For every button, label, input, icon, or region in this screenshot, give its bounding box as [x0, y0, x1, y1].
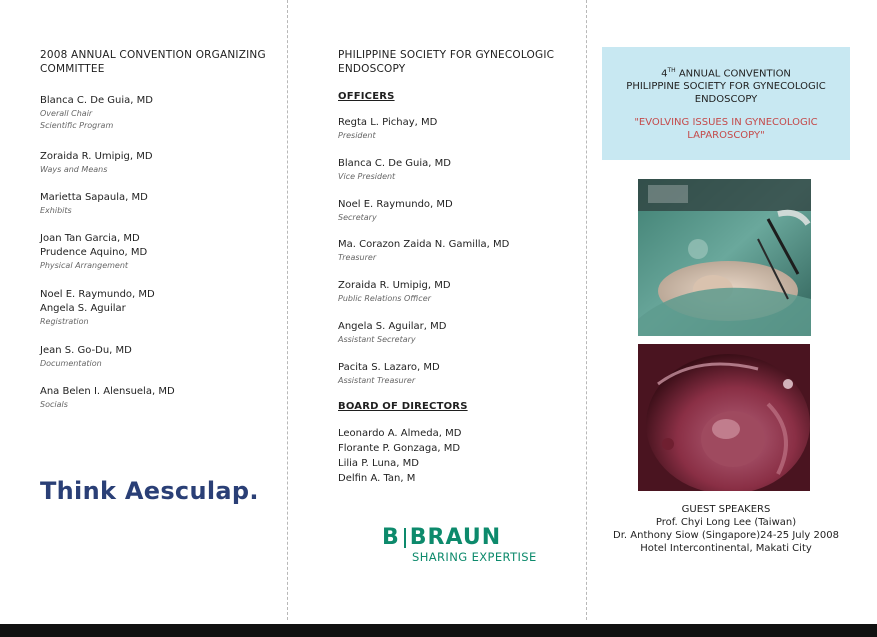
- board-title: BOARD OF DIRECTORS: [338, 401, 468, 412]
- venue: Hotel Intercontinental, Makati City: [640, 543, 812, 554]
- officer-name: Pacita S. Lazaro, MD: [338, 362, 440, 373]
- officer-role: President: [338, 131, 376, 140]
- board-member: Florante P. Gonzaga, MD: [338, 443, 461, 454]
- member-name: Joan Tan Garcia, MD: [40, 233, 140, 244]
- board-member: Leonardo A. Almeda, MD: [338, 428, 462, 439]
- member-role: Overall Chair: [40, 109, 93, 118]
- fold-line-right: [586, 0, 587, 620]
- committee-member: [40, 385, 175, 411]
- member-role: Registration: [40, 317, 89, 326]
- officer-entry: [338, 361, 440, 387]
- officer-entry: [338, 157, 451, 183]
- banner-line3: ENDOSCOPY: [694, 94, 758, 106]
- committee-member: [40, 344, 132, 370]
- member-name: Marietta Sapaula, MD: [40, 192, 148, 203]
- officer-name: Angela S. Aguilar, MD: [338, 321, 447, 332]
- officer-name: Regta L. Pichay, MD: [338, 117, 438, 128]
- officers-title: OFFICERS: [338, 91, 395, 102]
- committee-heading: [40, 48, 280, 76]
- officer-role: Assistant Treasurer: [338, 376, 416, 385]
- bbraun-tagline: SHARING EXPERTISE: [412, 550, 537, 564]
- officer-entry: [338, 238, 509, 264]
- officer-role: Secretary: [338, 213, 377, 222]
- officer-name: Noel E. Raymundo, MD: [338, 199, 453, 210]
- guest-speakers-title: GUEST SPEAKERS: [681, 504, 771, 515]
- member-role: Documentation: [40, 359, 102, 368]
- society-heading: [338, 48, 578, 76]
- member-name: Noel E. Raymundo, MD: [40, 289, 155, 300]
- member-name: Ana Belen I. Alensuela, MD: [40, 386, 175, 397]
- officer-name: Zoraida R. Umipig, MD: [338, 280, 451, 291]
- bbraun-bar: [404, 528, 406, 548]
- laparoscopy-photo: [638, 344, 810, 491]
- committee-member: [40, 232, 147, 272]
- officer-role: Treasurer: [338, 253, 377, 262]
- officer-entry: [338, 320, 446, 346]
- bbraun-logo: [382, 527, 537, 564]
- officer-role: Vice President: [338, 172, 396, 181]
- banner-line1: [602, 64, 850, 80]
- banner-sup: TH: [667, 67, 676, 74]
- convention-banner: [602, 47, 850, 160]
- banner-theme-line2: LAPAROSCOPY": [687, 130, 765, 142]
- committee-member: [40, 288, 155, 328]
- officer-role: Assistant Secretary: [338, 335, 416, 344]
- officer-entry: [338, 279, 451, 305]
- member-role: Ways and Means: [40, 165, 108, 174]
- member-name: Prudence Aquino, MD: [40, 247, 148, 258]
- society-heading-line1: PHILIPPINE SOCIETY FOR GYNECOLOGIC: [338, 49, 555, 61]
- officer-name: Ma. Corazon Zaida N. Gamilla, MD: [338, 239, 510, 250]
- member-role: Scientific Program: [40, 121, 114, 130]
- banner-line2: PHILIPPINE SOCIETY FOR GYNECOLOGIC: [626, 81, 826, 93]
- speaker-2: Dr. Anthony Siow (Singapore)24-25 July 2008: [613, 530, 839, 541]
- member-name: Angela S. Aguilar: [40, 303, 126, 314]
- member-name: Jean S. Go-Du, MD: [40, 345, 132, 356]
- board-list: [338, 426, 461, 486]
- officer-name: Blanca C. De Guia, MD: [338, 158, 451, 169]
- left-panel: [40, 48, 280, 409]
- speaker-1: Prof. Chyi Long Lee (Taiwan): [655, 517, 797, 528]
- committee-member: [40, 94, 153, 132]
- scan-edge-strip: [0, 624, 877, 637]
- banner-line1-rest: ANNUAL CONVENTION: [675, 68, 791, 80]
- committee-member: [40, 150, 153, 176]
- board-member: Lilia P. Luna, MD: [338, 458, 419, 469]
- member-name: Blanca C. De Guia, MD: [40, 95, 153, 106]
- aesculap-tagline: Think Aesculap.: [40, 477, 259, 505]
- committee-member: [40, 191, 148, 217]
- middle-panel: [338, 48, 578, 484]
- committee-heading-line1: 2008 ANNUAL CONVENTION ORGANIZING: [40, 49, 266, 61]
- banner-number: 4: [661, 68, 668, 80]
- society-heading-line2: ENDOSCOPY: [338, 63, 406, 75]
- bbraun-b: B: [382, 525, 400, 550]
- guest-speakers: [600, 503, 852, 555]
- board-member: Delfin A. Tan, M: [338, 473, 416, 484]
- officer-entry: [338, 116, 437, 142]
- banner-theme-line1: "EVOLVING ISSUES IN GYNECOLOGIC: [634, 117, 818, 129]
- committee-heading-line2: COMMITTEE: [40, 63, 105, 75]
- bbraun-wordmark: [382, 527, 537, 549]
- member-role: Exhibits: [40, 206, 72, 215]
- officer-entry: [338, 198, 453, 224]
- officer-role: Public Relations Officer: [338, 294, 431, 303]
- bbraun-brand: BRAUN: [409, 525, 502, 550]
- surgery-photo: [638, 179, 811, 336]
- member-name: Zoraida R. Umipig, MD: [40, 151, 153, 162]
- fold-line-left: [287, 0, 288, 620]
- member-role: Physical Arrangement: [40, 261, 129, 270]
- member-role: Socials: [40, 400, 68, 409]
